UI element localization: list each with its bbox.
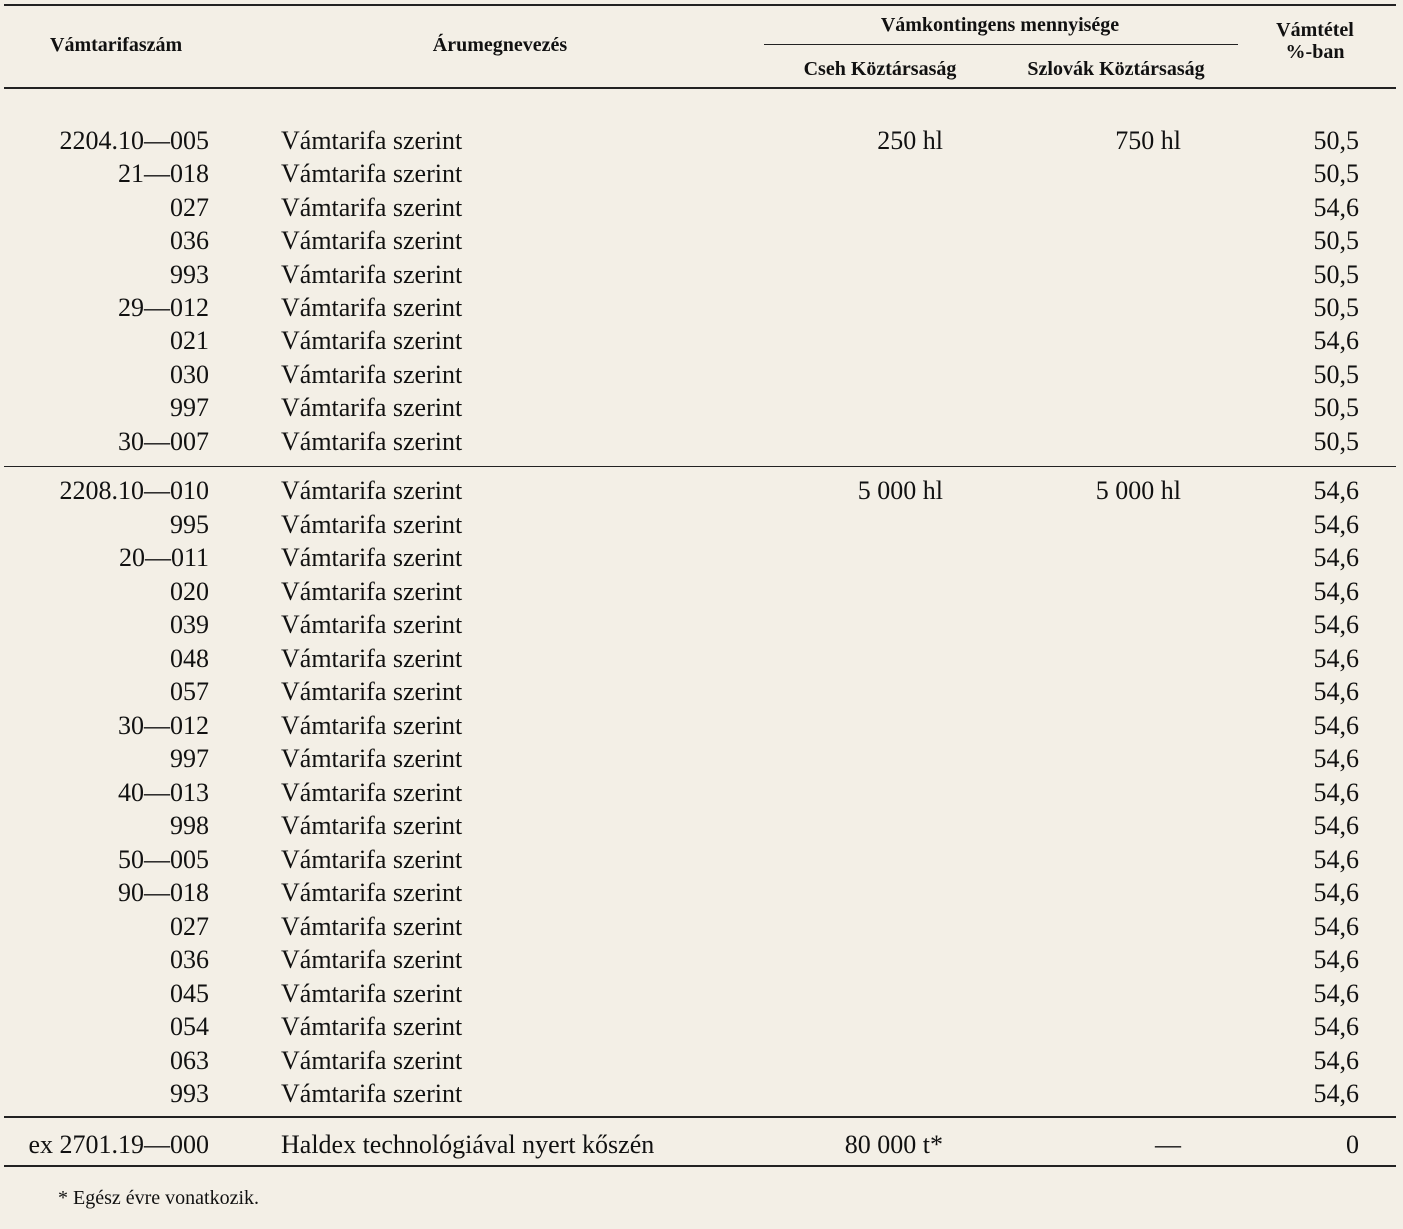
code-cell: 2204.10—005 bbox=[59, 126, 209, 155]
header-code: Vámtarifaszám bbox=[50, 34, 183, 56]
rate-cell: 54,6 bbox=[1313, 1079, 1359, 1108]
code-cell: 027 bbox=[170, 192, 209, 222]
rate-cell: 54,6 bbox=[1313, 1012, 1359, 1041]
table-row bbox=[0, 508, 1403, 541]
description-cell: Vámtarifa szerint bbox=[281, 1045, 463, 1075]
czech-quota-cell: 250 hl bbox=[877, 126, 943, 155]
description-cell: Vámtarifa szerint bbox=[281, 326, 463, 356]
rate-cell: 54,6 bbox=[1313, 744, 1359, 773]
rate-cell: 50,5 bbox=[1313, 126, 1359, 155]
top-rule bbox=[4, 4, 1396, 6]
table-row bbox=[0, 642, 1403, 675]
table-row bbox=[0, 809, 1403, 842]
code-cell: 30—007 bbox=[118, 426, 209, 456]
code-cell: 40—013 bbox=[118, 777, 209, 807]
code-cell: 048 bbox=[170, 643, 209, 673]
table-row bbox=[0, 291, 1403, 324]
table-row bbox=[0, 358, 1403, 391]
code-cell: 20—011 bbox=[118, 543, 209, 572]
code-cell: 045 bbox=[170, 978, 209, 1008]
table-row bbox=[0, 1044, 1403, 1077]
table-row bbox=[0, 977, 1403, 1010]
description-cell: Vámtarifa szerint bbox=[281, 610, 463, 639]
rate-cell: 54,6 bbox=[1313, 978, 1359, 1008]
quota-header-rule bbox=[764, 44, 1238, 45]
table-row bbox=[0, 1128, 1403, 1161]
description-cell: Vámtarifa szerint bbox=[281, 777, 463, 807]
group-separator-2 bbox=[4, 1116, 1396, 1118]
table-row bbox=[0, 910, 1403, 943]
rate-cell: 50,5 bbox=[1313, 259, 1359, 289]
rate-cell: 54,6 bbox=[1313, 543, 1359, 572]
slovak-quota-cell: 750 hl bbox=[1115, 126, 1181, 155]
description-cell: Vámtarifa szerint bbox=[281, 710, 463, 740]
rate-cell: 54,6 bbox=[1313, 911, 1359, 941]
description-cell: Vámtarifa szerint bbox=[281, 911, 463, 941]
code-cell: 30—012 bbox=[118, 710, 209, 740]
description-cell: Vámtarifa szerint bbox=[281, 1012, 463, 1041]
table-row bbox=[0, 324, 1403, 357]
code-cell: 998 bbox=[170, 811, 209, 840]
code-cell: ex 2701.19—000 bbox=[28, 1130, 209, 1159]
rate-cell: 54,6 bbox=[1313, 610, 1359, 639]
description-cell: Haldex technológiával nyert kőszén bbox=[281, 1130, 655, 1159]
rate-cell: 54,6 bbox=[1313, 811, 1359, 840]
code-cell: 036 bbox=[170, 226, 209, 256]
table-row bbox=[0, 876, 1403, 909]
code-cell: 021 bbox=[170, 326, 209, 356]
rate-cell: 50,5 bbox=[1313, 359, 1359, 389]
rate-cell: 50,5 bbox=[1313, 393, 1359, 423]
code-cell: 039 bbox=[170, 610, 209, 639]
code-cell: 29—012 bbox=[118, 293, 209, 322]
slovak-quota-cell: 5 000 hl bbox=[1095, 476, 1181, 505]
code-cell: 020 bbox=[170, 576, 209, 606]
code-cell: 21—018 bbox=[118, 159, 209, 189]
table-row bbox=[0, 575, 1403, 608]
description-cell: Vámtarifa szerint bbox=[281, 393, 463, 423]
rate-cell: 50,5 bbox=[1313, 293, 1359, 322]
header-description: Árumegnevezés bbox=[432, 34, 568, 56]
czech-quota-cell: 80 000 t* bbox=[844, 1130, 943, 1159]
rate-cell: 54,6 bbox=[1313, 326, 1359, 356]
description-cell: Vámtarifa szerint bbox=[281, 159, 463, 189]
rate-cell: 50,5 bbox=[1313, 426, 1359, 456]
description-cell: Vámtarifa szerint bbox=[281, 543, 463, 572]
description-cell: Vámtarifa szerint bbox=[281, 677, 463, 706]
description-cell: Vámtarifa szerint bbox=[281, 978, 463, 1008]
code-cell: 995 bbox=[170, 509, 209, 539]
rate-cell: 54,6 bbox=[1313, 1045, 1359, 1075]
code-cell: 036 bbox=[170, 945, 209, 974]
table-row bbox=[0, 675, 1403, 708]
code-cell: 997 bbox=[170, 393, 209, 423]
rate-cell: 54,6 bbox=[1313, 643, 1359, 673]
rate-cell: 0 bbox=[1346, 1130, 1359, 1159]
rate-cell: 54,6 bbox=[1313, 677, 1359, 706]
description-cell: Vámtarifa szerint bbox=[281, 576, 463, 606]
description-cell: Vámtarifa szerint bbox=[281, 359, 463, 389]
group-separator-1 bbox=[4, 466, 1396, 467]
code-cell: 057 bbox=[170, 677, 209, 706]
description-cell: Vámtarifa szerint bbox=[281, 509, 463, 539]
table-row bbox=[0, 608, 1403, 641]
description-cell: Vámtarifa szerint bbox=[281, 476, 463, 505]
description-cell: Vámtarifa szerint bbox=[281, 293, 463, 322]
code-cell: 063 bbox=[170, 1045, 209, 1075]
description-cell: Vámtarifa szerint bbox=[281, 126, 463, 155]
code-cell: 2208.10—010 bbox=[59, 476, 209, 505]
table-row bbox=[0, 391, 1403, 424]
rate-cell: 54,6 bbox=[1313, 576, 1359, 606]
code-cell: 993 bbox=[170, 1079, 209, 1108]
code-cell: 50—005 bbox=[118, 844, 209, 874]
table-row bbox=[0, 709, 1403, 742]
rate-cell: 54,6 bbox=[1313, 476, 1359, 505]
rate-cell: 54,6 bbox=[1313, 710, 1359, 740]
footnote: * Egész évre vonatkozik. bbox=[58, 1187, 260, 1209]
description-cell: Vámtarifa szerint bbox=[281, 259, 463, 289]
rate-cell: 54,6 bbox=[1313, 844, 1359, 874]
description-cell: Vámtarifa szerint bbox=[281, 426, 463, 456]
description-cell: Vámtarifa szerint bbox=[281, 945, 463, 974]
header-rate-line2: %-ban bbox=[1285, 41, 1345, 63]
header-quota: Vámkontingens mennyisége bbox=[880, 14, 1120, 36]
header-rate-line1: Vámtétel bbox=[1276, 19, 1354, 41]
description-cell: Vámtarifa szerint bbox=[281, 1079, 463, 1108]
table-row bbox=[0, 1077, 1403, 1110]
table-row bbox=[0, 742, 1403, 775]
rate-cell: 50,5 bbox=[1313, 159, 1359, 189]
description-cell: Vámtarifa szerint bbox=[281, 192, 463, 222]
czech-quota-cell: 5 000 hl bbox=[857, 476, 943, 505]
code-cell: 030 bbox=[170, 359, 209, 389]
table-row bbox=[0, 474, 1403, 507]
table-row bbox=[0, 425, 1403, 458]
bottom-rule bbox=[4, 1165, 1396, 1167]
slovak-quota-cell: — bbox=[1155, 1130, 1181, 1159]
rate-cell: 50,5 bbox=[1313, 226, 1359, 256]
code-cell: 90—018 bbox=[118, 878, 209, 907]
description-cell: Vámtarifa szerint bbox=[281, 226, 463, 256]
table-row bbox=[0, 843, 1403, 876]
rate-cell: 54,6 bbox=[1313, 777, 1359, 807]
rate-cell: 54,6 bbox=[1313, 192, 1359, 222]
code-cell: 054 bbox=[170, 1012, 209, 1041]
rate-cell: 54,6 bbox=[1313, 945, 1359, 974]
table-row bbox=[0, 776, 1403, 809]
description-cell: Vámtarifa szerint bbox=[281, 844, 463, 874]
code-cell: 993 bbox=[170, 259, 209, 289]
rate-cell: 54,6 bbox=[1313, 878, 1359, 907]
table-row bbox=[0, 157, 1403, 190]
header-rate bbox=[1250, 19, 1380, 63]
table-row bbox=[0, 541, 1403, 574]
header-rule bbox=[4, 87, 1396, 89]
table-row bbox=[0, 224, 1403, 257]
header-czech: Cseh Köztársaság bbox=[803, 58, 957, 80]
table-row bbox=[0, 191, 1403, 224]
code-cell: 997 bbox=[170, 744, 209, 773]
description-cell: Vámtarifa szerint bbox=[281, 811, 463, 840]
description-cell: Vámtarifa szerint bbox=[281, 878, 463, 907]
description-cell: Vámtarifa szerint bbox=[281, 744, 463, 773]
table-row bbox=[0, 943, 1403, 976]
table-row bbox=[0, 258, 1403, 291]
header-slovak: Szlovák Köztársaság bbox=[1027, 58, 1205, 80]
code-cell: 027 bbox=[170, 911, 209, 941]
table-row bbox=[0, 124, 1403, 157]
rate-cell: 54,6 bbox=[1313, 509, 1359, 539]
table-row bbox=[0, 1010, 1403, 1043]
description-cell: Vámtarifa szerint bbox=[281, 643, 463, 673]
